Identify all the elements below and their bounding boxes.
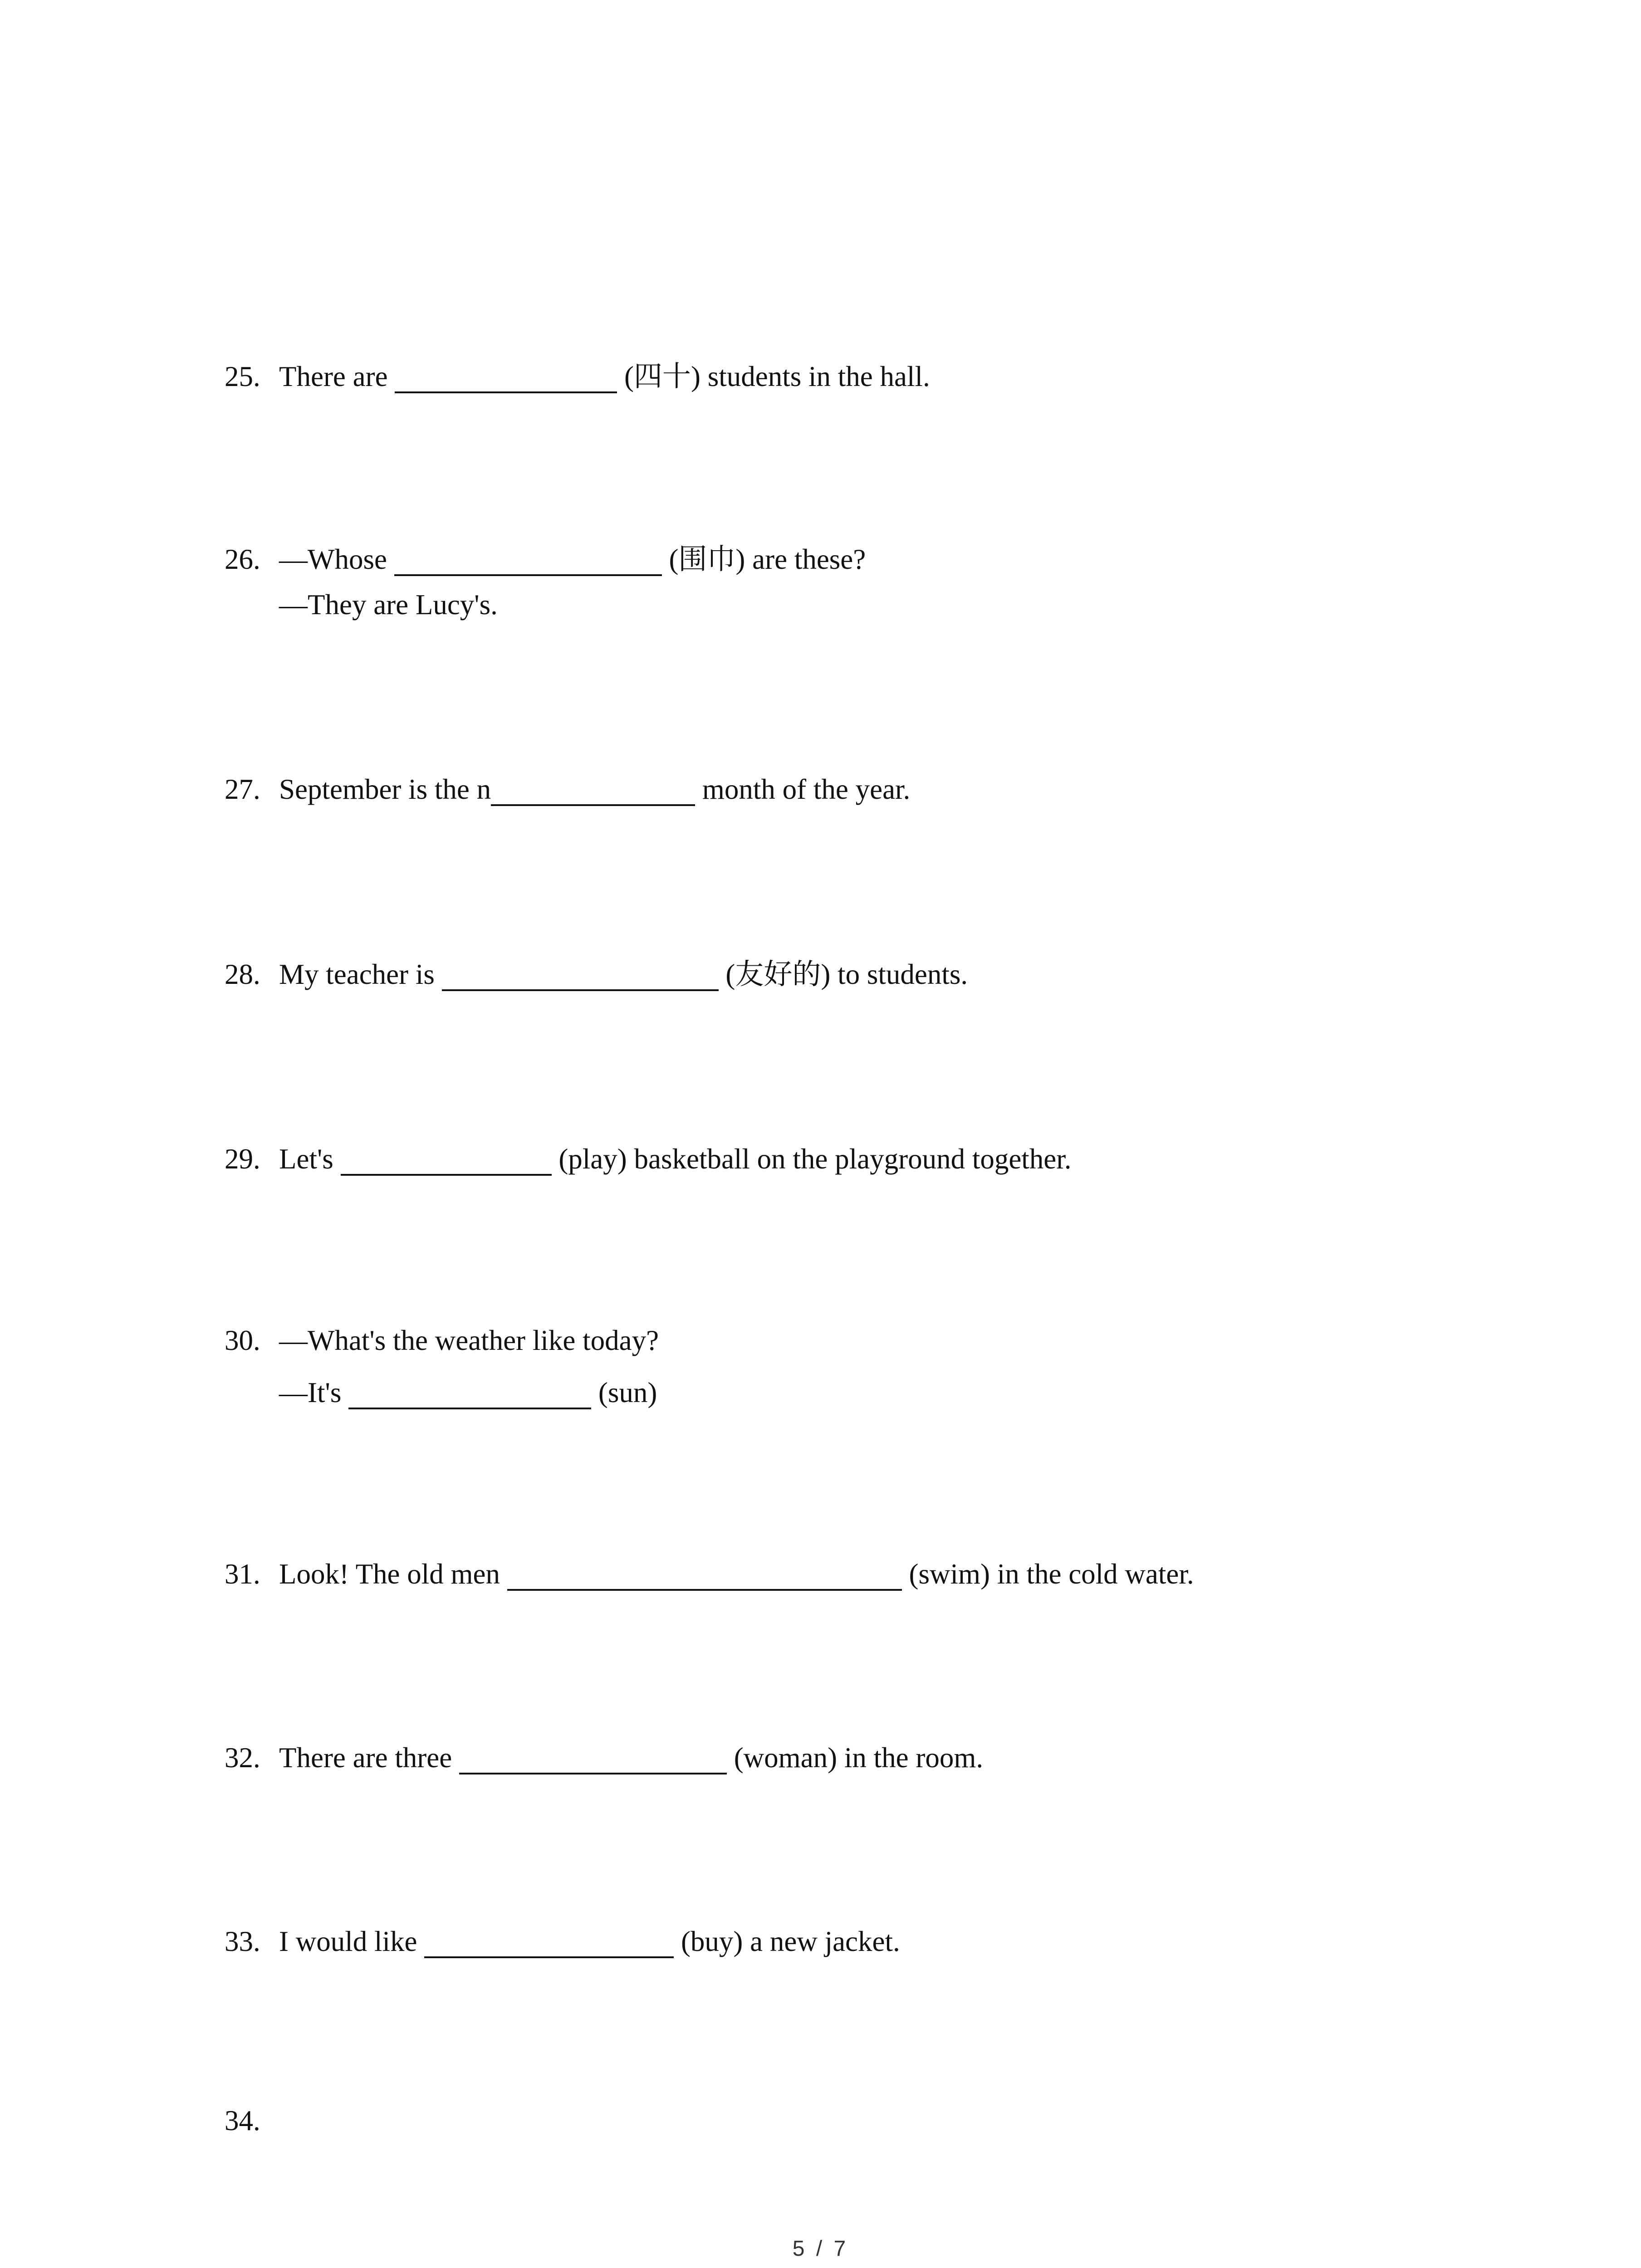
question-text-after: (sun) <box>591 1377 657 1408</box>
question-25 <box>225 354 930 399</box>
question-line <box>225 2098 279 2143</box>
question-number: 32. <box>225 1742 260 1774</box>
question-text-before: September is the n <box>279 773 491 805</box>
question-28 <box>225 952 968 997</box>
question-line <box>225 582 866 627</box>
question-text-after: (buy) a new jacket. <box>674 1926 900 1957</box>
question-number: 28. <box>225 958 260 990</box>
question-text-before: There are <box>279 361 395 392</box>
question-number: 27. <box>225 773 260 805</box>
question-line <box>225 767 910 812</box>
question-number: 34. <box>225 2105 260 2136</box>
question-line <box>225 1370 659 1415</box>
question-line <box>225 952 968 997</box>
question-text-before: My teacher is <box>279 958 442 990</box>
question-text-after: (woman) in the room. <box>726 1742 984 1774</box>
question-31 <box>225 1551 1194 1597</box>
question-line <box>225 1919 900 1964</box>
question-text-after: (四十) students in the hall. <box>617 361 930 392</box>
question-line <box>225 1735 983 1780</box>
question-number: 26. <box>225 543 260 575</box>
question-29 <box>225 1136 1072 1182</box>
question-text-before: Look! The old men <box>279 1558 507 1590</box>
question-line <box>225 1136 1072 1182</box>
question-text: —They are Lucy's. <box>279 589 498 621</box>
question-text-after: (swim) in the cold water. <box>901 1558 1194 1590</box>
answer-blank[interactable] <box>348 1372 591 1409</box>
question-text-after: month of the year. <box>695 773 911 805</box>
question-34 <box>225 2098 279 2143</box>
question-text-after: (友好的) to students. <box>718 958 968 990</box>
question-text-before: —It's <box>279 1377 349 1408</box>
question-number: 25. <box>225 361 260 392</box>
question-26 <box>225 537 866 627</box>
answer-blank[interactable] <box>394 539 662 576</box>
answer-blank[interactable] <box>395 356 617 393</box>
answer-blank[interactable] <box>442 954 719 991</box>
question-text-before: —Whose <box>279 543 394 575</box>
question-number: 29. <box>225 1143 260 1175</box>
question-text: —What's the weather like today? <box>279 1325 659 1356</box>
question-text-before: There are three <box>279 1742 459 1774</box>
question-text-before: I would like <box>279 1926 425 1957</box>
answer-blank[interactable] <box>491 769 695 806</box>
answer-blank[interactable] <box>507 1554 902 1591</box>
question-30 <box>225 1318 659 1415</box>
page-number: 5 / 7 <box>792 2237 849 2261</box>
question-number: 30. <box>225 1325 260 1356</box>
question-number: 31. <box>225 1558 260 1590</box>
question-line <box>225 1318 659 1370</box>
question-32 <box>225 1735 983 1780</box>
question-text-after: (围巾) are these? <box>661 543 866 575</box>
question-text-before: Let's <box>279 1143 341 1175</box>
answer-blank[interactable] <box>424 1921 674 1958</box>
question-text-after: (play) basketball on the playground together. <box>551 1143 1072 1175</box>
question-line <box>225 1551 1194 1597</box>
question-line <box>225 354 930 399</box>
question-number: 33. <box>225 1926 260 1957</box>
question-line <box>225 537 866 582</box>
question-27 <box>225 767 910 812</box>
answer-blank[interactable] <box>341 1139 552 1176</box>
question-33 <box>225 1919 900 1964</box>
answer-blank[interactable] <box>459 1737 727 1774</box>
